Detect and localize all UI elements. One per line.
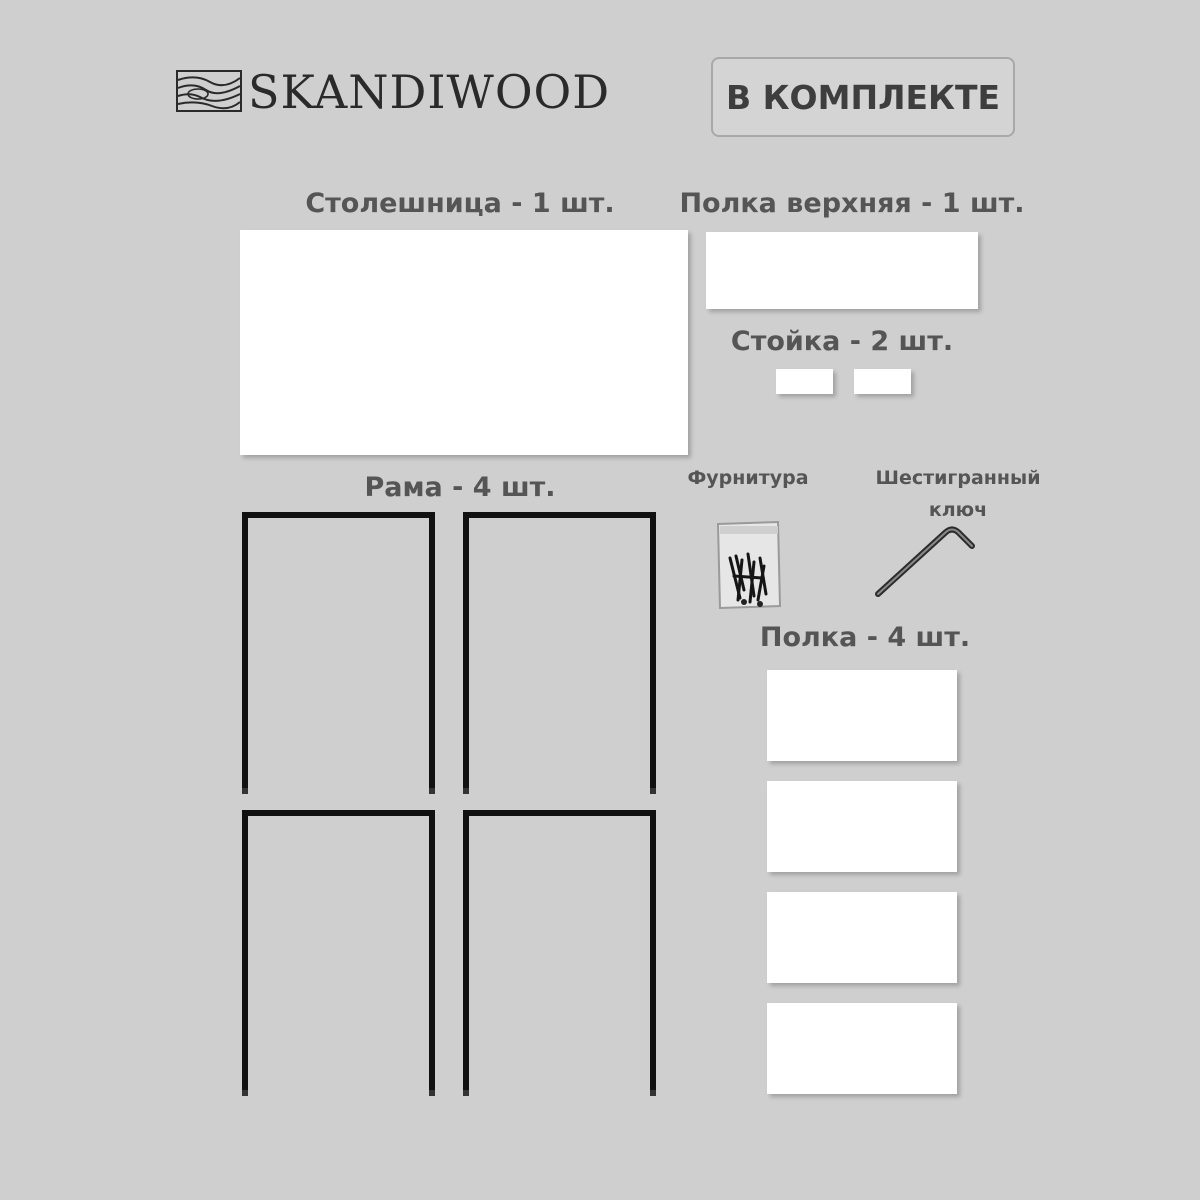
hex-key-label (858, 462, 1058, 526)
top-shelf-label: Полка верхняя - 1 шт. (679, 188, 1025, 219)
wood-grain-logo-icon (176, 70, 242, 112)
shelf-panel (767, 670, 957, 761)
shelves-label: Полка - 4 шт. (759, 622, 971, 653)
hex-key-label-line2: ключ (928, 499, 988, 521)
post-panel (776, 369, 833, 394)
tabletop-panel (240, 230, 688, 455)
hex-key-label-line1: Шестигранный (875, 467, 1041, 489)
metal-frame (461, 808, 661, 1098)
post-panel (854, 369, 911, 394)
hardware-bag-icon (714, 518, 784, 610)
metal-frame (461, 510, 661, 795)
in-set-badge: В КОМПЛЕКТЕ (711, 57, 1015, 137)
brand-name: SKANDIWOOD (248, 65, 611, 119)
shelf-panel (767, 892, 957, 983)
metal-frame (240, 808, 440, 1098)
hex-key-icon (872, 524, 982, 600)
frames-label: Рама - 4 шт. (364, 472, 556, 503)
posts-label: Стойка - 2 шт. (730, 326, 954, 357)
metal-frame (240, 510, 440, 795)
shelf-panel (767, 781, 957, 872)
shelf-panel (767, 1003, 957, 1094)
top-shelf-panel (706, 232, 978, 309)
hardware-label: Фурнитура (687, 467, 809, 489)
tabletop-label: Столешница - 1 шт. (305, 188, 615, 219)
brand-logo (176, 64, 636, 120)
